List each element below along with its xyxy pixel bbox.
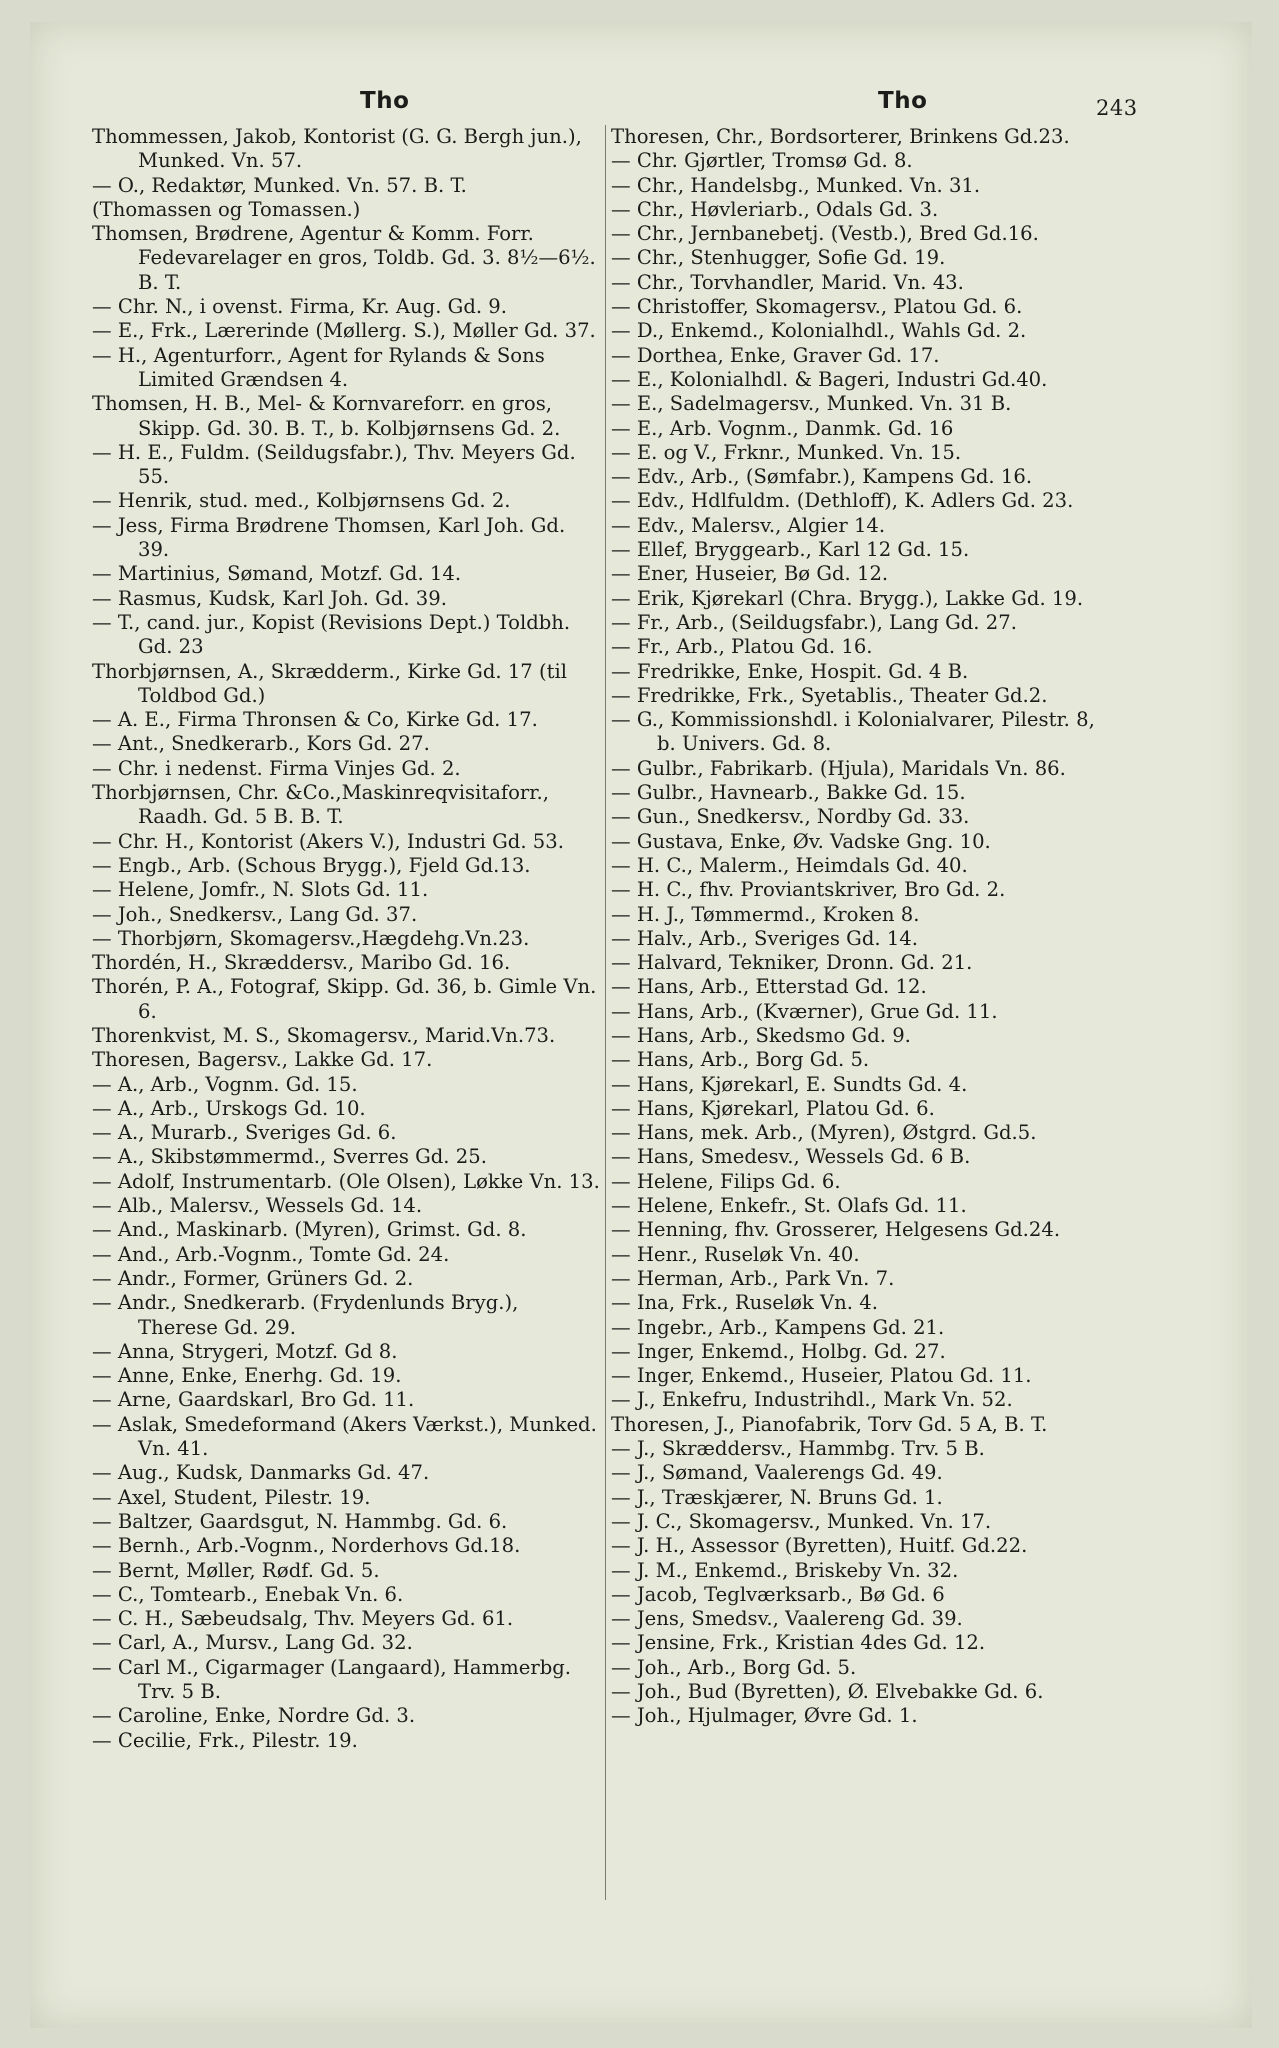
directory-entry: — J. C., Skomagersv., Munked. Vn. 17. bbox=[611, 1509, 992, 1533]
directory-entry: — T., cand. jur., Kopist (Revisions Dept.) Toldbh. Gd. 23 bbox=[92, 610, 571, 659]
directory-entry: — Aslak, Smedeformand (Akers Værkst.), Munked. Vn. 41. bbox=[92, 1412, 597, 1461]
directory-entry: — E. og V., Frknr., Munked. Vn. 15. bbox=[611, 440, 962, 464]
directory-entry: — E., Sadelmagersv., Munked. Vn. 31 B. bbox=[611, 392, 1012, 416]
directory-entry: — Baltzer, Gaardsgut, N. Hammbg. Gd. 6. bbox=[92, 1509, 508, 1533]
directory-entry: — Hans, Arb., (Kværner), Grue Gd. 11. bbox=[611, 999, 998, 1023]
directory-entry: — And., Arb.-Vognm., Tomte Gd. 24. bbox=[92, 1242, 450, 1266]
running-head-left: Tho bbox=[360, 88, 410, 114]
directory-entry: — J., Skræddersv., Hammbg. Trv. 5 B. bbox=[611, 1437, 985, 1461]
directory-entry: Thoresen, Bagersv., Lakke Gd. 17. bbox=[92, 1048, 433, 1072]
directory-entry: — Helene, Filips Gd. 6. bbox=[611, 1169, 841, 1193]
directory-entry: — Chr. H., Kontorist (Akers V.), Industri Gd. 53. bbox=[92, 829, 564, 853]
directory-entry: — A. E., Firma Thronsen & Co, Kirke Gd. 17. bbox=[92, 708, 538, 732]
left-column bbox=[92, 125, 602, 1753]
directory-entry: — Jess, Firma Brødrene Thomsen, Karl Joh. Gd. 39. bbox=[92, 513, 566, 562]
directory-entry: — J., Enkefru, Industrihdl., Mark Vn. 52. bbox=[611, 1388, 1013, 1412]
directory-entry: — Anne, Enke, Enerhg. Gd. 19. bbox=[92, 1364, 402, 1388]
directory-entry: Thomsen, Brødrene, Agentur & Komm. Forr. Fedevarelager en gros, Toldb. Gd. 3. 8½—6½. B. T. bbox=[92, 222, 596, 294]
directory-entry: — Henr., Ruseløk Vn. 40. bbox=[611, 1242, 860, 1266]
directory-entry: — Chr., Høvleriarb., Odals Gd. 3. bbox=[611, 197, 939, 221]
directory-entry: — Joh., Snedkersv., Lang Gd. 37. bbox=[92, 902, 418, 926]
directory-entry: — Fredrikke, Enke, Hospit. Gd. 4 B. bbox=[611, 659, 969, 683]
directory-entry: — Andr., Former, Grüners Gd. 2. bbox=[92, 1266, 414, 1290]
directory-entry: — A., Skibstømmermd., Sverres Gd. 25. bbox=[92, 1145, 487, 1169]
directory-entry: Thordén, H., Skræddersv., Maribo Gd. 16. bbox=[92, 951, 511, 975]
directory-entry: (Thomassen og Tomassen.) bbox=[92, 197, 361, 221]
directory-entry: — Joh., Arb., Borg Gd. 5. bbox=[611, 1655, 857, 1679]
directory-entry: — Halvard, Tekniker, Dronn. Gd. 21. bbox=[611, 951, 973, 975]
directory-entry: — Arne, Gaardskarl, Bro Gd. 11. bbox=[92, 1388, 415, 1412]
directory-entry: — Hans, Arb., Etterstad Gd. 12. bbox=[611, 975, 927, 999]
directory-entry: — Gustava, Enke, Øv. Vadske Gng. 10. bbox=[611, 829, 991, 853]
directory-entry: — Chr. i nedenst. Firma Vinjes Gd. 2. bbox=[92, 756, 461, 780]
directory-entry: — J. M., Enkemd., Briskeby Vn. 32. bbox=[611, 1558, 959, 1582]
directory-entry: — Hans, Kjørekarl, Platou Gd. 6. bbox=[611, 1096, 935, 1120]
directory-entry: — A., Murarb., Sveriges Gd. 6. bbox=[92, 1121, 397, 1145]
directory-entry: — Fr., Arb., Platou Gd. 16. bbox=[611, 635, 873, 659]
directory-entry: — H., Agenturforr., Agent for Rylands & Sons Limited Grændsen 4. bbox=[92, 343, 545, 391]
directory-entry: — Chr., Handelsbg., Munked. Vn. 31. bbox=[611, 173, 981, 197]
directory-entry: — D., Enkemd., Kolonialhdl., Wahls Gd. 2. bbox=[611, 319, 1027, 343]
page-number: 243 bbox=[1096, 96, 1138, 120]
directory-entry: — O., Redaktør, Munked. Vn. 57. B. T. bbox=[92, 173, 467, 197]
directory-entry: — Chr., Torvhandler, Marid. Vn. 43. bbox=[611, 270, 964, 294]
directory-entry: — Aug., Kudsk, Danmarks Gd. 47. bbox=[92, 1461, 430, 1485]
directory-entry: — Carl, A., Mursv., Lang Gd. 32. bbox=[92, 1631, 413, 1655]
directory-entry: — Henning, fhv. Grosserer, Helgesens Gd.24. bbox=[611, 1218, 1061, 1242]
directory-entry: — E., Kolonialhdl. & Bageri, Industri Gd.40. bbox=[611, 367, 1048, 391]
directory-entry: — Thorbjørn, Skomagersv.,Hægdehg.Vn.23. bbox=[92, 926, 530, 950]
directory-entry: — Helene, Jomfr., N. Slots Gd. 11. bbox=[92, 878, 429, 902]
directory-entry: — H. C., Malerm., Heimdals Gd. 40. bbox=[611, 853, 968, 877]
directory-entry: — Bernh., Arb.-Vognm., Norderhovs Gd.18. bbox=[92, 1534, 521, 1558]
directory-entry: — E., Arb. Vognm., Danmk. Gd. 16 bbox=[611, 416, 954, 440]
directory-entry: Thommessen, Jakob, Kontorist (G. G. Bergh jun.), Munked. Vn. 57. bbox=[92, 125, 582, 173]
directory-entry: — Jens, Smedsv., Vaalereng Gd. 39. bbox=[611, 1607, 963, 1631]
directory-entry: — E., Frk., Lærerinde (Møllerg. S.), Møller Gd. 37. bbox=[92, 319, 596, 343]
directory-entry: — Herman, Arb., Park Vn. 7. bbox=[611, 1266, 895, 1290]
directory-entry: — G., Kommissionshdl. i Kolonialvarer, Pilestr. 8, b. Univers. Gd. 8. bbox=[611, 708, 1095, 756]
directory-entry: Thorenkvist, M. S., Skomagersv., Marid.Vn.73. bbox=[92, 1023, 556, 1047]
directory-entry: — Adolf, Instrumentarb. (Ole Olsen), Løkke Vn. 13. bbox=[92, 1169, 600, 1193]
directory-entry: — J., Sømand, Vaalerengs Gd. 49. bbox=[611, 1461, 943, 1485]
directory-entry: — Hans, Arb., Skedsmo Gd. 9. bbox=[611, 1023, 911, 1047]
directory-entry: — J. H., Assessor (Byretten), Huitf. Gd.22. bbox=[611, 1534, 1028, 1558]
directory-entry: — Hans, Smedesv., Wessels Gd. 6 B. bbox=[611, 1145, 971, 1169]
directory-entry: — Andr., Snedkerarb. (Frydenlunds Bryg.), Therese Gd. 29. bbox=[92, 1291, 519, 1339]
directory-entry: — Joh., Bud (Byretten), Ø. Elvebakke Gd. 6. bbox=[611, 1680, 1044, 1703]
directory-entry: — And., Maskinarb. (Myren), Grimst. Gd. 8. bbox=[92, 1218, 527, 1242]
directory-entry: — Gulbr., Fabrikarb. (Hjula), Maridals Vn. 86. bbox=[611, 756, 1066, 780]
directory-entry: — Engb., Arb. (Schous Brygg.), Fjeld Gd.13. bbox=[92, 853, 531, 877]
directory-entry: — H. J., Tømmermd., Kroken 8. bbox=[611, 902, 920, 926]
directory-entry: — A., Arb., Vognm. Gd. 15. bbox=[92, 1072, 358, 1096]
directory-entry: — Carl M., Cigarmager (Langaard), Hammerbg. Trv. 5 B. bbox=[92, 1655, 572, 1703]
directory-entry: Thoresen, J., Pianofabrik, Torv Gd. 5 A, B. T. bbox=[611, 1412, 1048, 1436]
directory-entry: — Edv., Malersv., Algier 14. bbox=[611, 513, 886, 537]
directory-entry: — Edv., Arb., (Sømfabr.), Kampens Gd. 16. bbox=[611, 465, 1033, 489]
directory-entry: — Ingebr., Arb., Kampens Gd. 21. bbox=[611, 1315, 945, 1339]
directory-entry: — Halv., Arb., Sveriges Gd. 14. bbox=[611, 926, 918, 950]
directory-entry: — Ant., Snedkerarb., Kors Gd. 27. bbox=[92, 732, 430, 756]
directory-entry: — Gulbr., Havnearb., Bakke Gd. 15. bbox=[611, 781, 966, 805]
directory-entry: — Ina, Frk., Ruseløk Vn. 4. bbox=[611, 1291, 878, 1315]
column-divider bbox=[605, 125, 606, 1900]
directory-entry: — Hans, Arb., Borg Gd. 5. bbox=[611, 1048, 870, 1072]
directory-entry: — Erik, Kjørekarl (Chra. Brygg.), Lakke Gd. 19. bbox=[611, 586, 1084, 610]
directory-entry: — Jensine, Frk., Kristian 4des Gd. 12. bbox=[611, 1631, 986, 1655]
directory-entry: — H. C., fhv. Proviantskriver, Bro Gd. 2. bbox=[611, 878, 1006, 902]
directory-entry: — Bernt, Møller, Rødf. Gd. 5. bbox=[92, 1558, 380, 1582]
directory-entry: — Martinius, Sømand, Motzf. Gd. 14. bbox=[92, 562, 462, 586]
directory-entry: — Rasmus, Kudsk, Karl Joh. Gd. 39. bbox=[92, 586, 447, 610]
directory-entry: Thorén, P. A., Fotograf, Skipp. Gd. 36, b. Gimle Vn. 6. bbox=[92, 975, 597, 1023]
directory-entry: — Fredrikke, Frk., Syetablis., Theater Gd.2. bbox=[611, 683, 1048, 707]
directory-entry: — Edv., Hdlfuldm. (Dethloff), K. Adlers Gd. 23. bbox=[611, 489, 1074, 513]
directory-entry: — Anna, Strygeri, Motzf. Gd 8. bbox=[92, 1339, 398, 1363]
directory-entry: — Ellef, Bryggearb., Karl 12 Gd. 15. bbox=[611, 538, 970, 562]
directory-entry: — Joh., Hjulmager, Øvre Gd. 1. bbox=[611, 1704, 918, 1728]
directory-entry: — Christoffer, Skomagersv., Platou Gd. 6. bbox=[611, 295, 1023, 319]
directory-entry: — Chr. N., i ovenst. Firma, Kr. Aug. Gd. 9. bbox=[92, 295, 508, 319]
directory-entry: — Axel, Student, Pilestr. 19. bbox=[92, 1485, 371, 1509]
directory-entry: — Chr., Stenhugger, Sofie Gd. 19. bbox=[611, 246, 946, 270]
directory-entry: — H. E., Fuldm. (Seildugsfabr.), Thv. Meyers Gd. 55. bbox=[92, 440, 576, 489]
directory-entry: Thorbjørnsen, A., Skrædderm., Kirke Gd. 17 (til Toldbod Gd.) bbox=[92, 659, 568, 707]
directory-entry: — Alb., Malersv., Wessels Gd. 14. bbox=[92, 1194, 423, 1218]
directory-entry: — A., Arb., Urskogs Gd. 10. bbox=[92, 1096, 366, 1120]
directory-entry: — Dorthea, Enke, Graver Gd. 17. bbox=[611, 343, 940, 367]
directory-entry: — Hans, mek. Arb., (Myren), Østgrd. Gd.5. bbox=[611, 1121, 1037, 1145]
directory-entry: Thomsen, H. B., Mel- & Kornvareforr. en gros, Skipp. Gd. 30. B. T., b. Kolbjørnsens Gd. 2. bbox=[92, 392, 561, 440]
directory-entry: — Gun., Snedkersv., Nordby Gd. 33. bbox=[611, 805, 970, 829]
directory-entry: — Caroline, Enke, Nordre Gd. 3. bbox=[92, 1704, 416, 1728]
directory-entry: — Jacob, Teglværksarb., Bø Gd. 6 bbox=[611, 1582, 945, 1606]
running-head-right: Tho bbox=[878, 88, 928, 114]
directory-entry: — Inger, Enkemd., Huseier, Platou Gd. 11. bbox=[611, 1364, 1032, 1388]
directory-entry: — Chr. Gjørtler, Tromsø Gd. 8. bbox=[611, 149, 913, 173]
right-column bbox=[611, 125, 1119, 1729]
directory-entry: — Cecilie, Frk., Pilestr. 19. bbox=[92, 1728, 358, 1752]
directory-entry: — Helene, Enkefr., St. Olafs Gd. 11. bbox=[611, 1194, 967, 1218]
directory-entry: — Inger, Enkemd., Holbg. Gd. 27. bbox=[611, 1339, 946, 1363]
directory-entry: — Hans, Kjørekarl, E. Sundts Gd. 4. bbox=[611, 1072, 968, 1096]
directory-entry: — Ener, Huseier, Bø Gd. 12. bbox=[611, 562, 889, 586]
directory-entry: Thorbjørnsen, Chr. &Co.,Maskinreqvisitaforr., Raadh. Gd. 5 B. B. T. bbox=[92, 781, 549, 829]
directory-entry: — J., Træskjærer, N. Bruns Gd. 1. bbox=[611, 1485, 943, 1509]
directory-entry: — Fr., Arb., (Seildugsfabr.), Lang Gd. 27. bbox=[611, 610, 1017, 634]
directory-entry: — C., Tomtearb., Enebak Vn. 6. bbox=[92, 1582, 404, 1606]
directory-entry: — Chr., Jernbanebetj. (Vestb.), Bred Gd.16. bbox=[611, 222, 1039, 246]
directory-entry: — Henrik, stud. med., Kolbjørnsens Gd. 2. bbox=[92, 489, 511, 513]
directory-entry: Thoresen, Chr., Bordsorterer, Brinkens Gd.23. bbox=[611, 125, 1070, 148]
directory-entry: — C. H., Sæbeudsalg, Thv. Meyers Gd. 61. bbox=[92, 1607, 514, 1631]
